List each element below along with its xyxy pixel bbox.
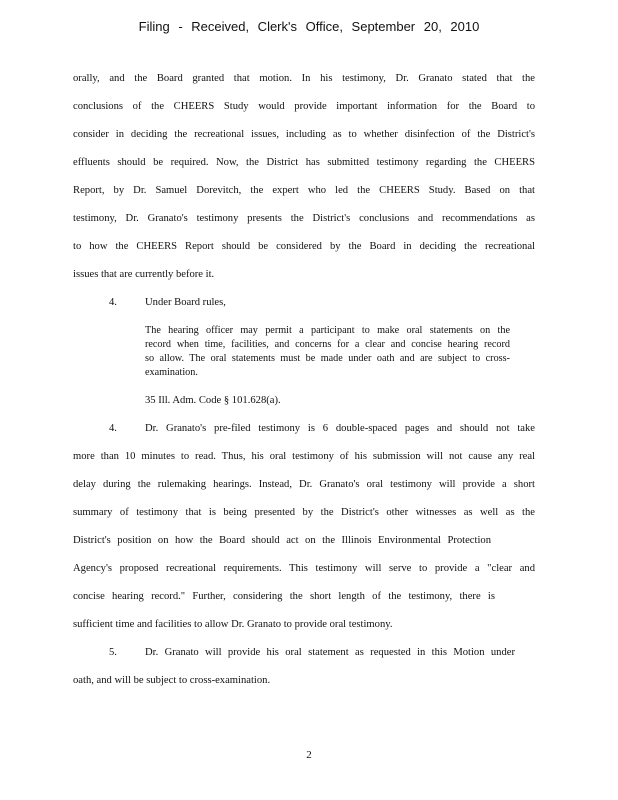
body-line: orally, and the Board granted that motion. In his testimony, Dr. Granato stated that the bbox=[73, 73, 535, 84]
paragraph-number: 5. bbox=[109, 647, 117, 658]
quote-line: examination. bbox=[145, 367, 198, 378]
paragraph-intro: Under Board rules, bbox=[145, 297, 226, 308]
body-line: summary of testimony that is being presented by the District's other witnesses as well as the bbox=[73, 507, 535, 518]
quote-line: The hearing officer may permit a participant to make oral statements on the bbox=[145, 325, 510, 336]
body-line: delay during the rulemaking hearings. Instead, Dr. Granato's oral testimony will provide a short bbox=[73, 479, 535, 490]
body-line: testimony, Dr. Granato's testimony presents the District's conclusions and recommendations as bbox=[73, 213, 535, 224]
body-line: more than 10 minutes to read. Thus, his oral testimony of his submission will not cause any real bbox=[73, 451, 535, 462]
body-line: consider in deciding the recreational issues, including as to whether disinfection of the District's bbox=[73, 129, 535, 140]
body-line: Report, by Dr. Samuel Dorevitch, the expert who led the CHEERS Study. Based on that bbox=[73, 185, 535, 196]
quote-line: so allow. The oral statements must be made under oath and are subject to cross- bbox=[145, 353, 510, 364]
body-line: Agency's proposed recreational requirements. This testimony will serve to provide a "clear and bbox=[73, 563, 535, 574]
page-number: 2 bbox=[306, 749, 312, 761]
filing-header: Filing - Received, Clerk's Office, September 20, 2010 bbox=[138, 19, 480, 34]
body-line: District's position on how the Board should act on the Illinois Environmental Protection bbox=[73, 535, 491, 546]
body-line: conclusions of the CHEERS Study would provide important information for the Board to bbox=[73, 101, 535, 112]
body-line: concise hearing record." Further, considering the short length of the testimony, there is bbox=[73, 591, 495, 602]
body-line: sufficient time and facilities to allow Dr. Granato to provide oral testimony. bbox=[73, 619, 393, 630]
body-line: oath, and will be subject to cross-examination. bbox=[73, 675, 271, 686]
body-line: Dr. Granato's pre-filed testimony is 6 double-spaced pages and should not take bbox=[145, 423, 535, 434]
citation: 35 Ill. Adm. Code § 101.628(a). bbox=[145, 395, 281, 406]
body-line: effluents should be required. Now, the District has submitted testimony regarding the CHEERS bbox=[73, 157, 535, 168]
body-line: issues that are currently before it. bbox=[73, 269, 215, 280]
paragraph-number: 4. bbox=[109, 297, 117, 308]
paragraph-number: 4. bbox=[109, 423, 117, 434]
body-line: Dr. Granato will provide his oral statement as requested in this Motion under bbox=[145, 647, 515, 658]
body-line: to how the CHEERS Report should be considered by the Board in deciding the recreational bbox=[73, 241, 535, 252]
quote-line: record when time, facilities, and concerns for a clear and concise hearing record bbox=[145, 339, 510, 350]
